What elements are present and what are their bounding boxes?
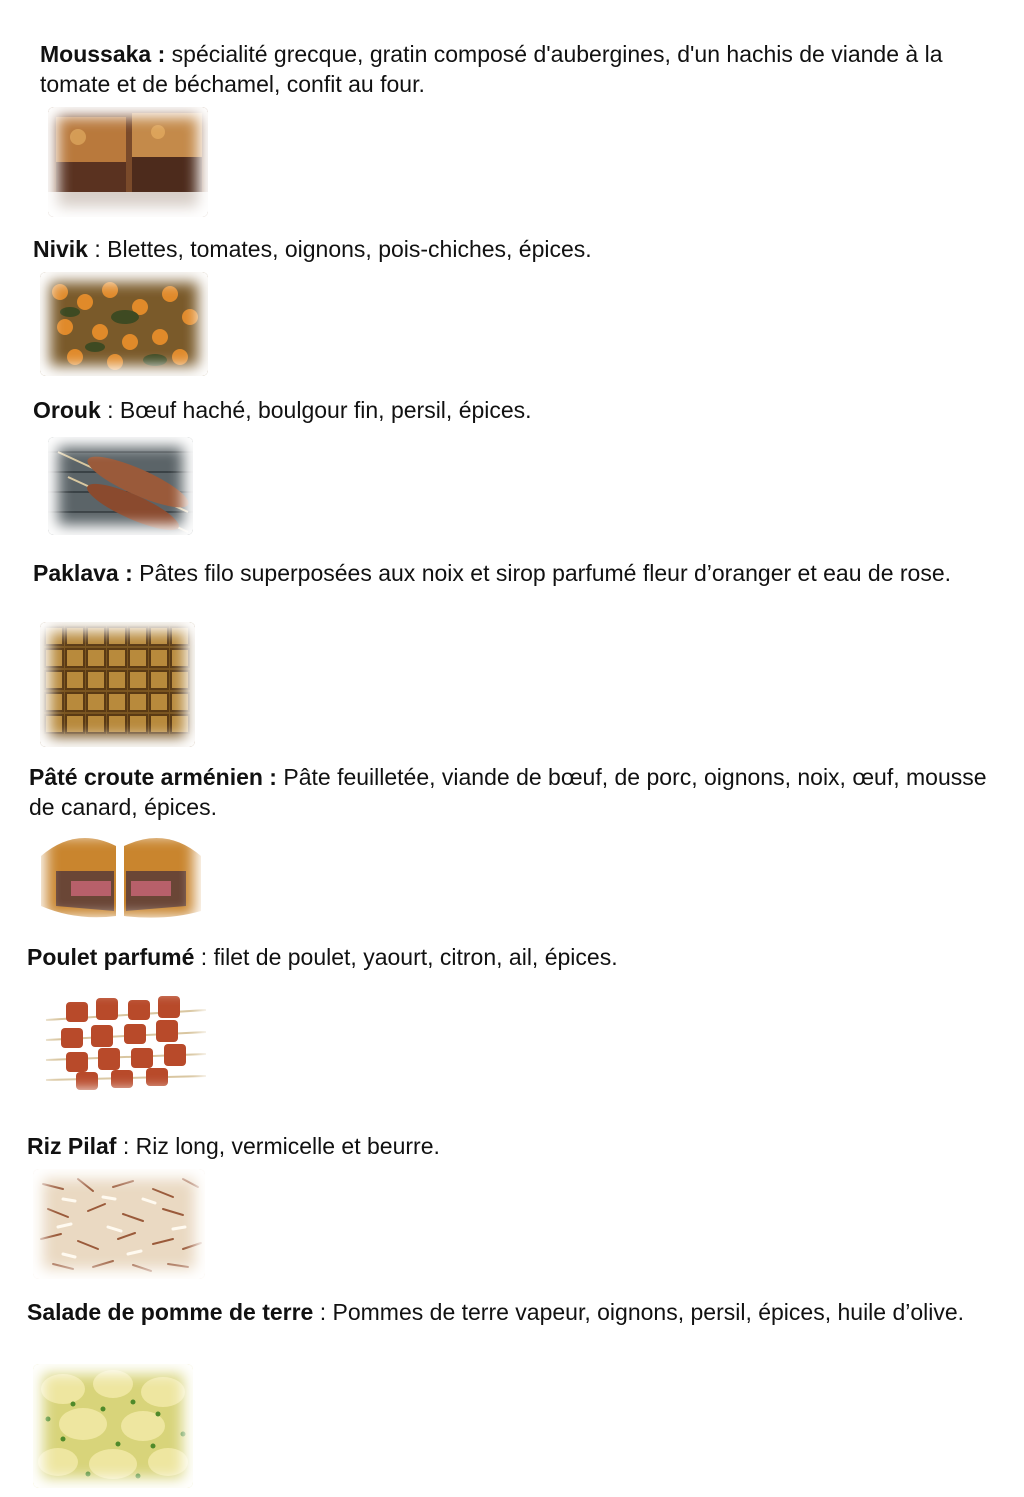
dish-description: Pâtes filo superposées aux noix et sirop parfumé fleur d’oranger et eau de rose. xyxy=(132,560,952,586)
dish-entry-nivik xyxy=(33,234,993,264)
dish-text xyxy=(33,234,993,264)
dish-entry-poulet xyxy=(27,942,987,972)
paklava-photo xyxy=(40,622,195,747)
dish-name: Orouk xyxy=(33,397,101,423)
dish-entry-salade xyxy=(27,1297,997,1327)
dish-text xyxy=(27,1131,987,1161)
dish-name: Poulet parfumé xyxy=(27,944,195,970)
dish-name: Paklava : xyxy=(33,560,133,586)
dish-text xyxy=(40,39,1000,99)
dish-entry-pate-croute xyxy=(29,762,989,822)
dish-description: spécialité grecque, gratin composé d'aubergines, d'un hachis de viande à la tomate et de béchamel, confit au four. xyxy=(40,41,943,97)
dish-name: Riz Pilaf xyxy=(27,1133,117,1159)
dish-name: Pâté croute arménien : xyxy=(29,764,277,790)
orouk-photo xyxy=(48,437,193,535)
dish-entry-paklava xyxy=(33,558,993,588)
dish-description: : Riz long, vermicelle et beurre. xyxy=(116,1133,440,1159)
dish-text xyxy=(27,942,987,972)
dish-entry-riz-pilaf xyxy=(27,1131,987,1161)
dish-text xyxy=(33,395,993,425)
poulet-photo xyxy=(36,980,211,1100)
dish-name: Nivik xyxy=(33,236,88,262)
moussaka-photo xyxy=(48,107,208,217)
dish-entry-moussaka xyxy=(40,39,1000,99)
dish-description: : Bœuf haché, boulgour fin, persil, épices. xyxy=(100,397,532,423)
dish-name: Moussaka : xyxy=(40,41,166,67)
dish-text xyxy=(33,558,993,588)
dish-text xyxy=(27,1297,997,1327)
dish-name: Salade de pomme de terre xyxy=(27,1299,314,1325)
dish-description: : filet de poulet, yaourt, citron, ail, épices. xyxy=(194,944,618,970)
nivik-photo xyxy=(40,272,208,376)
dish-entry-orouk xyxy=(33,395,993,425)
dish-text xyxy=(29,762,989,822)
salade-photo xyxy=(33,1364,193,1488)
dish-description: : Blettes, tomates, oignons, pois-chiches, épices. xyxy=(87,236,592,262)
dish-description: Pâte feuilletée, viande de bœuf, de porc, oignons, noix, œuf, mousse de canard, épices. xyxy=(29,764,987,820)
riz-pilaf-photo xyxy=(33,1169,205,1279)
pate-croute-photo xyxy=(36,826,204,926)
dish-description: : Pommes de terre vapeur, oignons, persil, épices, huile d’olive. xyxy=(313,1299,965,1325)
